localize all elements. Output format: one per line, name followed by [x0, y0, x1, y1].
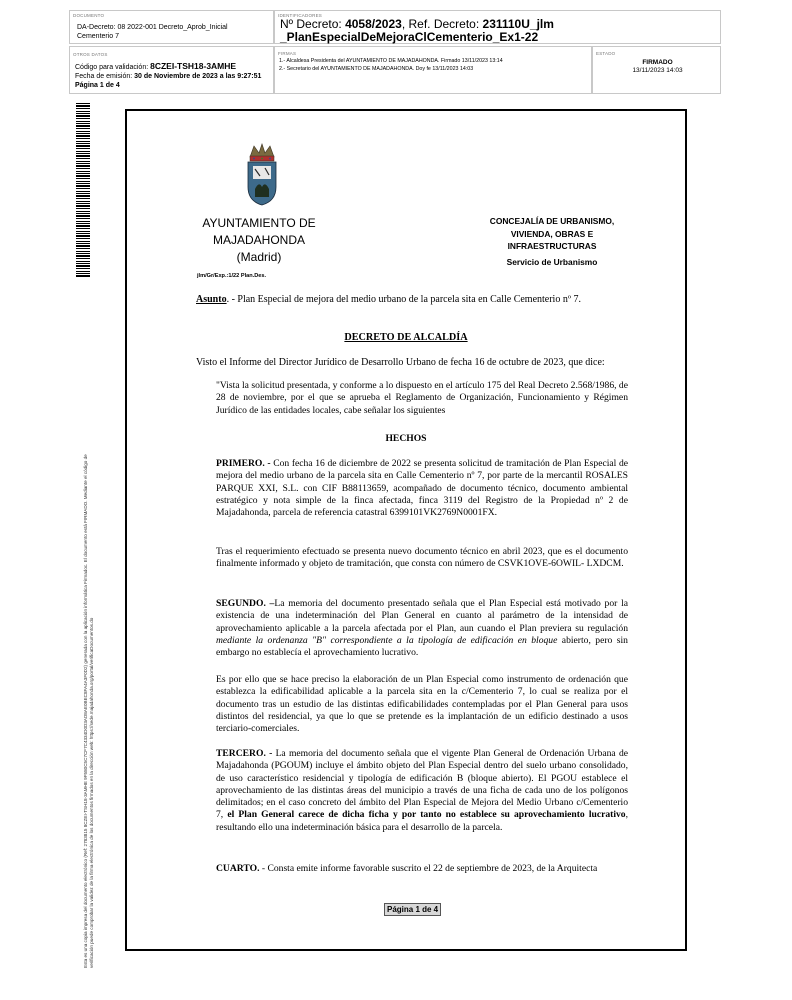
dept-line-2: VIVIENDA, OBRAS E	[510, 228, 594, 239]
cuarto-text: - Consta emite informe favorable suscrito el 22 de septiembre de 2023, de la Arquitecta	[259, 863, 598, 874]
estado-value: FIRMADO	[642, 59, 673, 66]
decree-title: DECRETO DE ALCALDÍA	[344, 332, 468, 343]
dept-line-1: CONCEJALÍA DE URBANISMO,	[489, 216, 615, 226]
tercero-paragraph	[216, 748, 628, 834]
firma-1: 1.- Alcaldesa Presidenta del AYUNTAMIENTO DE MAJADAHONDA. Firmado 13/11/2023 13:14	[279, 58, 503, 64]
hechos-heading: HECHOS	[385, 433, 427, 444]
estado-caption: ESTADO	[596, 51, 616, 56]
header-firmas-box	[274, 46, 592, 94]
primero-label: PRIMERO. -	[216, 458, 271, 469]
asunto-text: . - Plan Especial de mejora del medio urbano de la parcela sita en Calle Cementerio nº 7.	[226, 294, 581, 305]
segundo-paragraph	[216, 598, 628, 659]
estado-date: 13/11/2023 14:03	[632, 67, 683, 74]
intro-paragraph: Visto el Informe del Director Jurídico de Desarrollo Urbano de fecha 16 de octubre de 2023, que dice:	[196, 357, 605, 368]
quote-intro-paragraph: "Vista la solicitud presentada, y conforme a lo dispuesto en el artículo 175 del Real Decreto 2.568/1986, de 28 de noviembre, por el que se aprueba el Reglamento de Organización, Funcionamiento y Régimen Jurídico de las entidades locales, cabe señalar los siguientes	[216, 380, 628, 416]
dept-line-3: INFRAESTRUCTURAS	[507, 241, 597, 251]
cuarto-label: CUARTO.	[216, 863, 260, 874]
segundo-text-b: abierto, pero sin embargo no establecía el aprovechamiento lucrativo.	[216, 634, 628, 659]
firma-2: 2.- Secretario del AYUNTAMIENTO DE MAJADAHONDA. Doy fe 13/11/2023 14:03	[279, 66, 474, 72]
primero-paragraph	[216, 458, 628, 519]
tercero-label: TERCERO. -	[216, 748, 273, 759]
service-name: Servicio de Urbanismo	[506, 257, 598, 267]
fecha-value: 30 de Noviembre de 2023 a las 9:27:51	[134, 73, 262, 80]
codigo-line	[75, 62, 236, 72]
codigo-label: Código para validación:	[75, 64, 151, 71]
cuarto-paragraph	[216, 863, 628, 875]
org-line-2: MAJADAHONDA	[212, 233, 305, 247]
header-otros-box	[69, 46, 274, 94]
pagina-line: Página 1 de 4	[75, 82, 120, 89]
documento-caption: DOCUMENTO	[73, 13, 105, 18]
page-footer: Página 1 de 4	[384, 903, 441, 916]
segundo-text-a: La memoria del documento presentado señala que el Plan Especial está motivado por la existencia de una indeterminación del Plan General en cuanto al parámetro de la intensidad de aprovechamiento aplicable a la parcela afectada por el Plan, aun cuando el Plan previera su regulación	[216, 598, 628, 634]
header-identificadores-box	[274, 10, 721, 44]
fecha-label: Fecha de emisión:	[75, 73, 135, 80]
dept-block	[472, 215, 632, 253]
document-page	[125, 109, 687, 951]
documento-value: DA-Decreto: 08 2022-001 Decreto_Aprob_Inicial Cementerio 7	[77, 24, 228, 40]
tras-paragraph: Tras el requerimiento efectuado se presenta nuevo documento técnico en abril 2023, que es el documento finalmente informado y objeto de tramitación, que consta con número de CSVK1OVE-6OWIL- LXDCM.	[216, 546, 628, 570]
asunto-line	[196, 294, 636, 306]
barcode	[76, 103, 90, 278]
decreto-prefix: Nº Decreto:	[280, 17, 346, 31]
tercero-bold: el Plan General carece de dicha ficha y por tanto no establece su aprovechamiento lucrativo	[227, 809, 626, 821]
ref-code: jlm/Gr/Exp.:1/22 Plan.Des.	[197, 273, 267, 279]
org-line-3: (Madrid)	[236, 250, 282, 264]
identificadores-caption: IDENTIFICADORES	[278, 13, 323, 18]
espor-paragraph: Es por ello que se hace preciso la elaboración de un Plan Especial como instrumento de ordenación que establezca la edificabilidad aplicable a la parcela sita en la c/Cementerio 7, lo cual se realiza por el documento tras un estudio de las distintas edificabilidades contempladas por el Plan General para usos distintos del residencial, ya que lo que se pretende es la implantación de un edificio destinado a usos terciario-comerciales.	[216, 674, 628, 735]
fecha-line	[75, 72, 261, 81]
ref-value: 231110U_jlm _PlanEspecialDeMejoraClCementerio_Ex1-22	[280, 17, 554, 44]
tercero-text-b: , resultando ello una indeterminación básica para el desarrollo de la parcela.	[216, 809, 629, 833]
decreto-number: 4058/2023	[345, 17, 402, 31]
segundo-label: SEGUNDO. –	[216, 598, 275, 609]
coat-of-arms-image	[245, 143, 279, 207]
primero-text: Con fecha 16 de diciembre de 2022 se presenta solicitud de tramitación de Plan Especial de mejora del medio urbano de la parcela sita en Calle Cementerio nº 7, por parte de la mercantil ROSALES PARQUE XXI, S.L. con CIF B88113659, acompañado de documento técnico, documento ambiental estratégico y nota simple de la finca afectada, finca 3119 del Registro de la Propiedad nº 2 de Majadahonda, parcela de referencia catastral 6399101VK2769N0001FX.	[216, 458, 628, 519]
side-verification-text-1: Esta es una copia impresa del documento electrónico (Ref: 2783815 8CZEI-TSH18-3AMHE 9F580C5C7CF7C4334D0D3AD8AE0BEC8FA4A3F0D2) generada con la aplicación informática Firmadoc. El documento está FIRMADO. Mediante el código de	[83, 454, 88, 968]
segundo-text-italic: mediante la ordenanza "B" correspondiente a la tipología de edificación en bloque	[216, 634, 558, 646]
org-name	[189, 215, 329, 266]
ref-prefix: , Ref. Decreto:	[401, 17, 483, 31]
tercero-text-a: La memoria del documento señala que el vigente Plan General de Ordenación Urbana de Majadahonda (PGOUM) incluye el ámbito objeto del Plan Especial dentro del suelo urbano consolidado, de uso característico residencial y tipología de edificación B (bloque abierto). El PGOU establece el aprovechamiento de las distintas áreas del municipio a través de una ficha de cada uno de los polígonos delimitados; en el caso concreto del ámbito del Plan Especial de Mejora del Medio Urbano c/Cementerio 7,	[216, 748, 629, 821]
asunto-label: Asunto	[196, 294, 227, 305]
otros-caption: OTROS DATOS	[73, 52, 108, 57]
header-documento-box	[69, 10, 274, 44]
decreto-identifier	[280, 18, 680, 44]
org-line-1: AYUNTAMIENTO DE	[202, 216, 316, 230]
firmas-caption: FIRMAS	[278, 51, 297, 56]
side-verification-text-2: verificación puede comprobar la validez de la firma electrónica de los documentos firmados en la dirección web: https://sede.majadahonda.org/portal/verificaDocumentos.do	[89, 617, 94, 968]
codigo-value: 8CZEI-TSH18-3AMHE	[150, 61, 237, 71]
header-estado-box	[592, 46, 721, 94]
